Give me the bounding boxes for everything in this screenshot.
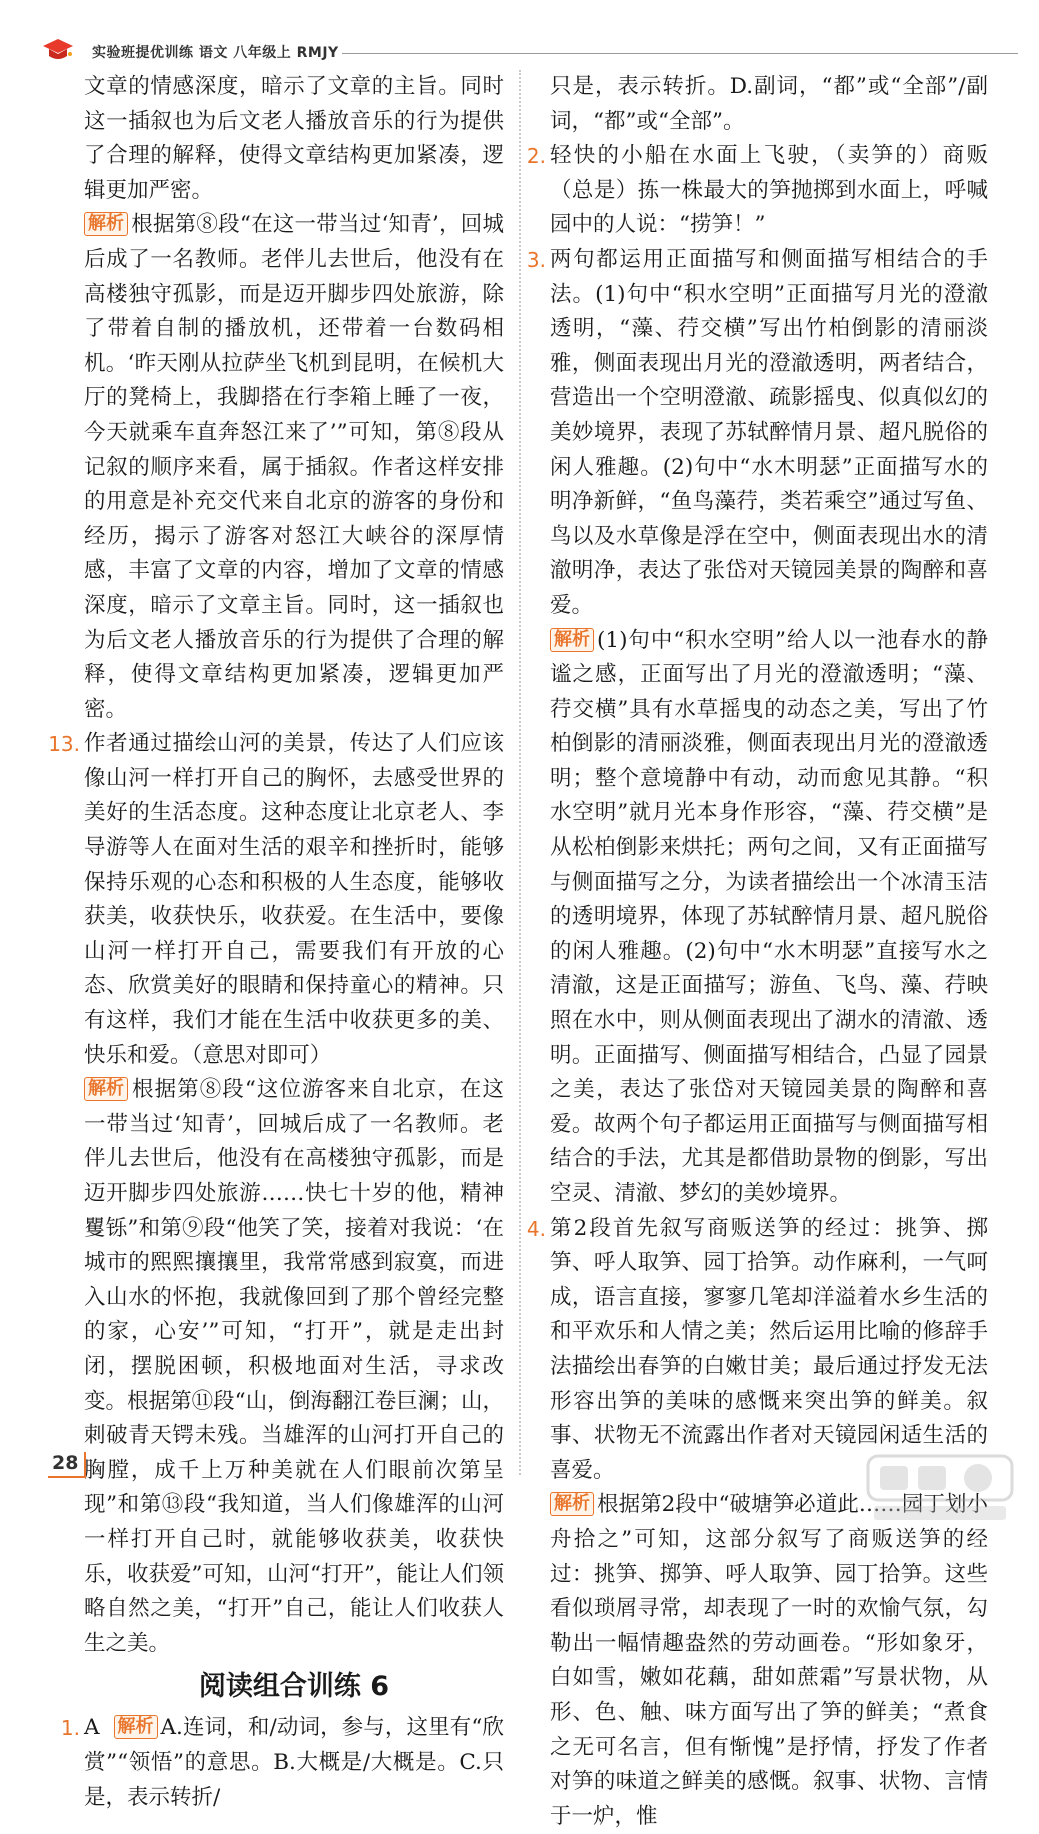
analysis-3-text: (1)句中“积水空明”给人以一池春水的静谧之感，正面写出了月光的澄澈透明；“藻、荇交横”具有水草摇曳的动态之美，写出了竹柏倒影的清丽淡雅，侧面表现出月光的澄澈透明；整个意境静中有动，动而愈见其静。“积水空明”就月光本身作形容，“藻、荇交横”是从松柏倒影来烘托；两句之间，又有正面描写与侧面描写之分，为读者描绘出一个冰清玉洁的透明境界，体现了苏轼醉情月景、超凡脱俗的闲人雅趣。(2)句中“水木明瑟”直接写水之清澈，这是正面描写；游鱼、飞鸟、藻、荇映照在水中，则从侧面表现出了湖水的清澈、透明。正面描写、侧面描写相结合，凸显了园景之美，表达了张岱对天镜园美景的陶醉和喜爱。故两个句子都运用正面描写与侧面描写相结合的手法，尤其是都借助景物的倒影，写出空灵、清澈、梦幻的美妙境界。 [550, 627, 988, 1206]
column-divider [519, 70, 521, 1475]
section-title: 阅读组合训练 6 [198, 1671, 390, 1703]
answer-3 [526, 243, 988, 624]
answer-2 [526, 139, 988, 243]
analysis-13 [84, 1073, 504, 1661]
analysis-1-continued: 只是，表示转折。D.副词，“都”或“全部”/副词，“都”或“全部”。 [550, 74, 988, 134]
answer-2-text: 轻快的小船在水面上飞驶，（卖笋的）商贩（总是）拣一株最大的笋抛掷到水面上，呼喊园中的人说：“捞笋！” [550, 143, 988, 238]
analysis-tag: 解析 [550, 1492, 594, 1516]
answer-1-option: A [84, 1715, 100, 1741]
continued-answer-12: 文章的情感深度，暗示了文章的主旨。同时这一插叙也为后文老人播放音乐的行为提供了合理的解释，使得文章结构更加紧凑，逻辑更加严密。 [84, 74, 504, 203]
answer-1 [60, 1711, 504, 1815]
question-number-3: 3. [526, 247, 546, 272]
answer-4-text: 第2段首先叙写商贩送笋的经过：挑笋、掷笋、呼人取笋、园丁拾笋。动作麻利，一气呵成，语言直接，寥寥几笔却洋溢着水乡生活的和平欢乐和人情之美；然后运用比喻的修辞手法描绘出春笋的白嫩甘美；最后通过抒发无法形容出笋的美味的感慨来突出笋的鲜美。叙事、状物无不流露出作者对天镜园闲适生活的喜爱。 [550, 1215, 988, 1483]
answer-4 [526, 1212, 988, 1489]
analysis-12 [84, 208, 504, 727]
analysis-1-text: A.连词，和/动词，参与，这里有“欣赏”“领悟”的意思。B.大概是/大概是。C.只是，表示转折/ [84, 1715, 504, 1810]
analysis-tag: 解析 [84, 1077, 128, 1101]
question-number-13: 13. [48, 732, 80, 757]
answer-13-text: 作者通过描绘山河的美景，传达了人们应该像山河一样打开自己的胸怀，去感受世界的美好的生活态度。这种态度让北京老人、李导游等人在面对生活的艰辛和挫折时，能够保持乐观的心态和积极的人生态度，能够收获美，收获快乐，收获爱。在生活中，要像山河一样打开自己，需要我们有开放的心态、欣赏美好的眼睛和保持童心的精神。只有这样，我们才能在生活中收获更多的美、快乐和爱。（意思对即可） [84, 731, 504, 1068]
page-header [42, 36, 992, 66]
watermark-logo-icon [860, 1448, 1020, 1528]
mortarboard-logo-icon [42, 36, 74, 64]
question-number-4: 4. [526, 1216, 546, 1241]
question-number-2: 2. [526, 144, 546, 169]
analysis-tag: 解析 [550, 628, 594, 652]
question-number-1: 1. [60, 1716, 80, 1741]
right-column [526, 70, 988, 1834]
header-title: 实验班提优训练 语文 八年级上 RMJY [92, 45, 339, 61]
analysis-3 [550, 624, 988, 1212]
analysis-4 [550, 1488, 988, 1834]
analysis-4-text: 根据第2段中“破塘笋必道此……园丁划小舟拾之”可知，这部分叙写了商贩送笋的经过：挑笋、掷笋、呼人取笋、园丁拾笋。这些看似琐屑寻常，却表现了一时的欢愉气氛，勾勒出一幅情趣盎然的劳动画卷。“形如象牙，白如雪，嫩如花藕，甜如蔗霜”写景状物，从形、色、触、味方面写出了笋的鲜美；“煮食之无可名言，但有惭愧”是抒情，抒发了作者对笋的味道之鲜美的感慨。叙事、状物、言情于一炉，惟 [550, 1492, 988, 1829]
answer-3-text: 两句都运用正面描写和侧面描写相结合的手法。(1)句中“积水空明”正面描写月光的澄澈透明，“藻、荇交横”写出竹柏倒影的清丽淡雅，侧面表现出月光的澄澈透明，两者结合，营造出一个空明澄澈、疏影摇曳、似真似幻的美妙境界，表现了苏轼醉情月景、超凡脱俗的闲人雅趣。(2)句中“水木明瑟”正面描写水的明净新鲜，“鱼鸟藻荇，类若乘空”通过写鱼、鸟以及水草像是浮在空中，侧面表现出水的清澈明净，表达了张岱对天镜园美景的陶醉和喜爱。 [550, 246, 988, 618]
header-rule [342, 53, 1018, 54]
analysis-tag: 解析 [114, 1715, 158, 1739]
analysis-12-text: 根据第⑧段“在这一带当过‘知青’，回城后成了一名教师。老伴儿去世后，他没有在高楼独守孤影，而是迈开脚步四处旅游，除了带着自制的播放机，还带着一台数码相机。‘昨天刚从拉萨坐飞机到昆明，在候机大厅的凳椅上，我脚搭在行李箱上睡了一夜，今天就乘车直奔怒江来了’”可知，第⑧段从记叙的顺序来看，属于插叙。作者这样安排的用意是补充交代来自北京的游客的身份和经历，揭示了游客对怒江大峡谷的深厚情感，丰富了文章的内容，增加了文章的情感深度，暗示了文章主旨。同时，这一插叙也为后文老人播放音乐的行为提供了合理的解释，使得文章结构更加紧凑，逻辑更加严密。 [84, 212, 504, 722]
page-number: 28 [48, 1452, 86, 1478]
analysis-tag: 解析 [84, 212, 128, 236]
answer-13 [48, 727, 504, 1073]
analysis-13-text: 根据第⑧段“这位游客来自北京，在这一带当过‘知青’，回城后成了一名教师。老伴儿去世后，他没有在高楼独守孤影，而是迈开脚步四处旅游……快七十岁的他，精神矍铄”和第⑨段“他笑了笑，接着对我说：‘在城市的熙熙攘攘里，我常常感到寂寞，而进入山水的怀抱，我就像回到了那个曾经完整的家，心安’”可知，“打开”，就是走出封闭，摆脱困顿，积极地面对生活，寻求改变。根据第⑪段“山，倒海翻江卷巨澜；山，刺破青天锷未残。当雄浑的山河打开自己的胸膛，成千上万种美就在人们眼前次第呈现”和第⑬段“我知道，当人们像雄浑的山河一样打开自己时，就能够收获美，收获快乐，收获爱”可知，山河“打开”，能让人们领略自然之美，“打开”自己，能让人们收获人生之美。 [84, 1077, 504, 1656]
